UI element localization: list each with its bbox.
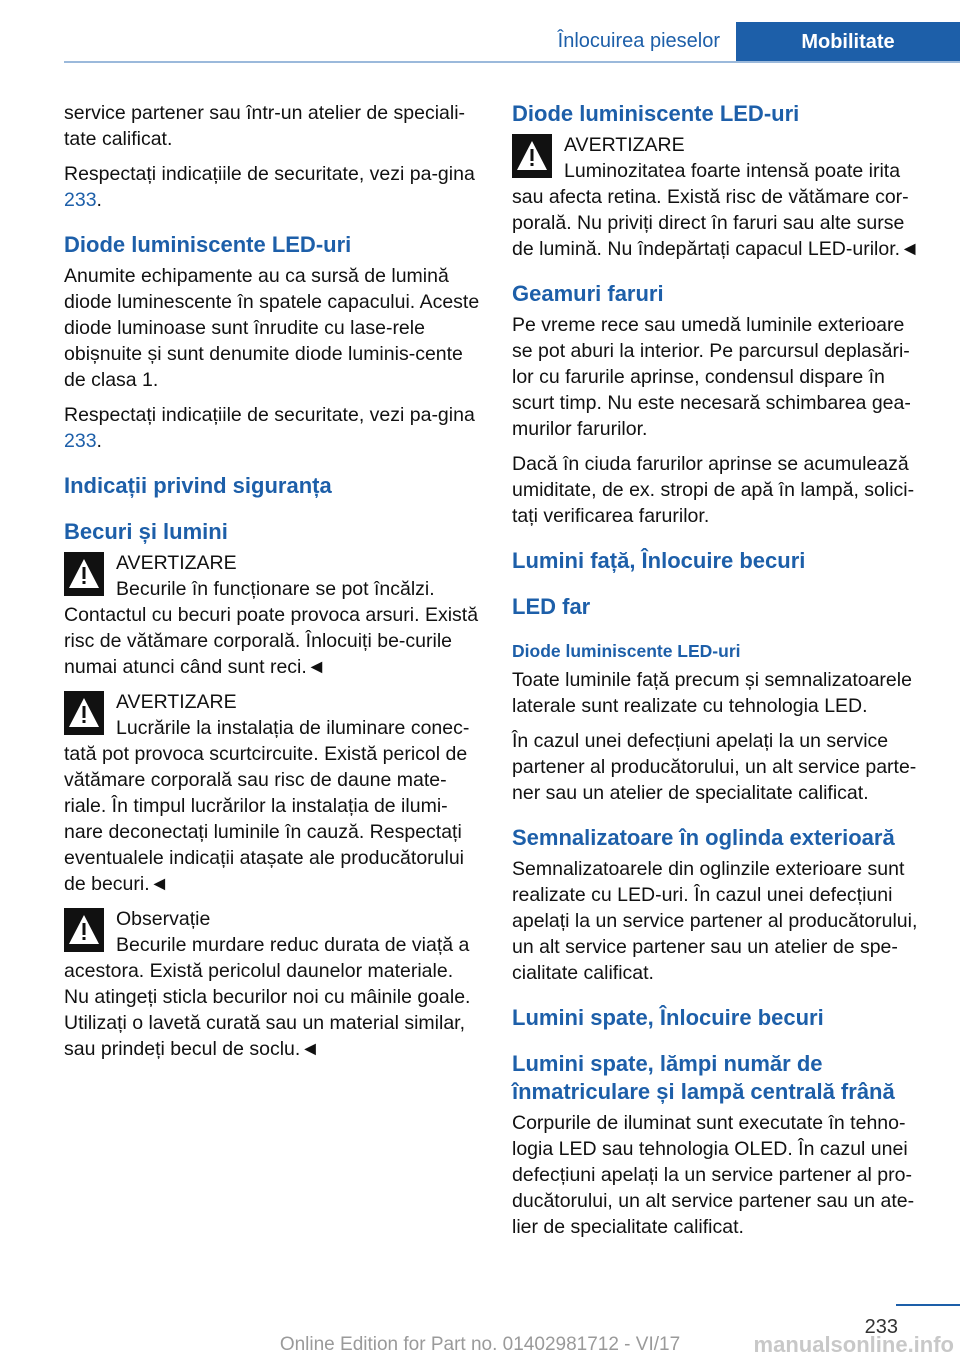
warning-first-line: Luminozitatea foarte intensă poate irita	[564, 160, 901, 182]
warning-box	[64, 550, 482, 680]
warning-text: Contactul cu becuri poate provoca arsuri. Există risc de vătămare corporală. Înlocuiți be-curile numai atunci când sunt reci.◄	[64, 604, 479, 678]
right-column	[512, 100, 926, 1249]
header-breadcrumb: Înlocuirea pieselor	[557, 30, 720, 52]
paragraph: Pe vreme rece sau umedă luminile exterioare se pot aburi la interior. Pe parcursul deplasări-lor cu farurile aprinse, condensul dispare în scurt timp. Nu este necesară schimbarea gea-murilor farurilor.	[512, 314, 911, 440]
warning-first-line: Lucrările la instalația de iluminare conec-	[116, 717, 470, 739]
warning-icon	[512, 134, 552, 178]
paragraph: Dacă în ciuda farurilor aprinse se acumulează umiditate, de ex. stropi de apă în lampă, solici-tați verificarea farurilor.	[512, 453, 915, 527]
paragraph: Toate luminile față precum și semnalizatoarele laterale sunt realizate cu tehnologia LED.	[512, 669, 912, 717]
section-heading: Geamuri faruri	[512, 281, 664, 306]
header-rule	[64, 61, 960, 63]
section-subheading: LED far	[512, 594, 591, 619]
header-section-tab: Mobilitate	[736, 22, 960, 62]
minor-heading: Diode luminiscente LED-uri	[512, 641, 741, 661]
warning-title: AVERTIZARE	[116, 691, 237, 713]
warning-icon	[64, 552, 104, 596]
paragraph: service partener sau într-un atelier de speciali-tate calificat.	[64, 102, 466, 150]
paragraph: Semnalizatoarele din oglinzile exterioare sunt realizate cu LED-uri. În cazul unei defecțiuni apelați la un service partener al producătorului, un alt service partener sau un atelier de spe-cialitate calificat.	[512, 858, 918, 984]
paragraph: Respectați indicațiile de securitate, vezi pa-gina 233.	[64, 404, 475, 452]
footer-edition: Online Edition for Part no. 01402981712 - VI/17	[279, 1334, 681, 1355]
page-link[interactable]: 233	[64, 430, 97, 452]
warning-title: AVERTIZARE	[564, 134, 685, 156]
page-number: 233	[864, 1316, 898, 1338]
warning-icon	[64, 908, 104, 952]
section-heading: Diode luminiscente LED-uri	[64, 232, 352, 257]
paragraph: Corpurile de iluminat sunt executate în tehno-logia LED sau tehnologia OLED. În cazul unei defecțiuni apelați la un service partener al pro-ducătorului, un alt service partener sau un ate-lier de specialitate calificat.	[512, 1112, 915, 1238]
section-subheading: Semnalizatoare în oglinda exterioară	[512, 825, 895, 850]
warning-box	[512, 132, 926, 262]
page-link[interactable]: 233	[64, 189, 97, 211]
note-text: acestora. Există pericolul daunelor materiale. Nu atingeți sticla becurilor noi cu mâinile goale. Utilizați o lavetă curată sau un material similar, sau prindeți becul de soclu.◄	[64, 960, 471, 1060]
warning-text: sau afecta retina. Există risc de vătămare cor-porală. Nu priviți direct în faruri sau alte surse de lumină. Nu îndepărtați capacul LED-urilor.◄	[512, 186, 920, 260]
left-column	[64, 100, 482, 1071]
warning-title: AVERTIZARE	[116, 552, 237, 574]
section-heading: Lumini spate, Înlocuire becuri	[512, 1005, 824, 1030]
warning-icon	[64, 691, 104, 735]
warning-box	[64, 689, 482, 897]
paragraph: Anumite echipamente au ca sursă de lumină diode luminescente în spatele capacului. Aceste diode luminoase sunt înrudite cu lase-rele obișnuite și sunt denumite diode luminis-cente de clasa 1.	[64, 265, 480, 391]
note-first-line: Becurile murdare reduc durata de viață a	[116, 934, 470, 956]
note-box	[64, 906, 482, 1062]
section-heading: Lumini față, Înlocuire becuri	[512, 548, 806, 573]
paragraph: Respectați indicațiile de securitate, vezi pa-gina 233.	[64, 163, 475, 211]
section-subheading: Becuri și lumini	[64, 519, 228, 544]
warning-text: tată pot provoca scurtcircuite. Există pericol de vătămare corporală sau risc de daune mate-riale. În timpul lucrărilor la instalația de ilumi-nare deconectați luminile în cauză. Respectați eventualele indicații atașate ale producătorului de becuri.◄	[64, 743, 468, 895]
section-subheading: Lumini spate, lămpi număr de înmatriculare și lampă centrală frână	[512, 1051, 895, 1104]
warning-first-line: Becurile în funcționare se pot încălzi.	[116, 578, 435, 600]
section-heading: Indicații privind siguranța	[64, 473, 332, 498]
paragraph: În cazul unei defecțiuni apelați la un service partener al producătorului, un alt service parte-ner sau un atelier de specialitate calificat.	[512, 730, 917, 804]
footer-rule	[896, 1304, 960, 1306]
watermark: manualsonline.info	[753, 1332, 954, 1357]
section-heading: Diode luminiscente LED-uri	[512, 101, 800, 126]
note-title: Observație	[116, 908, 211, 930]
